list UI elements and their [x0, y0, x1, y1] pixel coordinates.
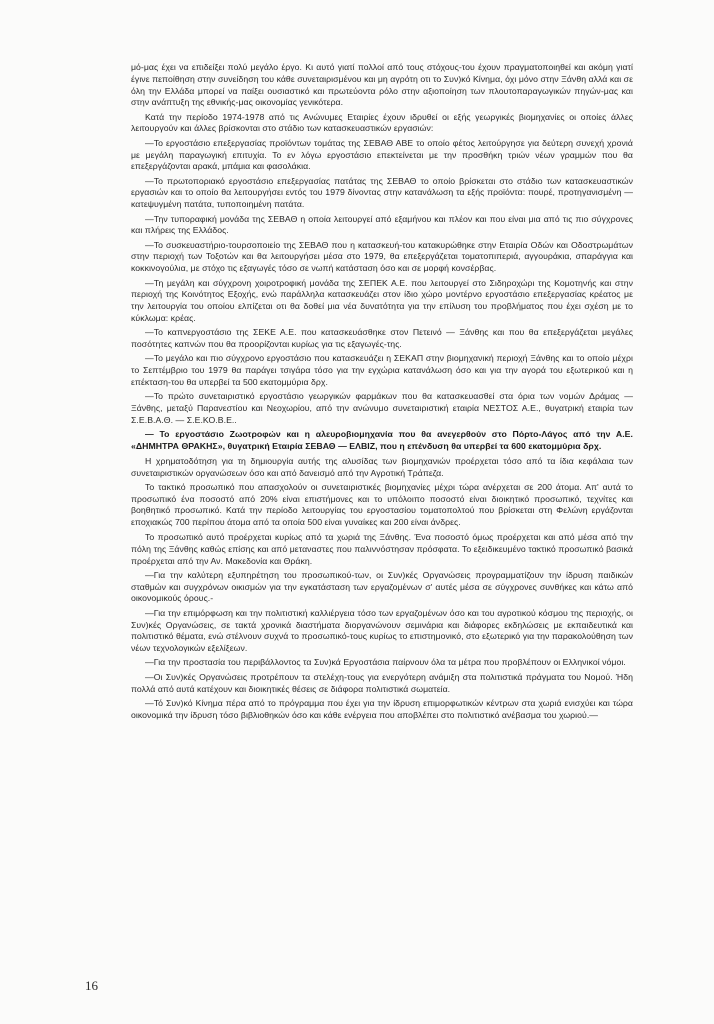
paragraph-15: —Για την καλύτερη εξυπηρέτηση του προσωπικού-των, οι Συν)κές Οργανώσεις προγραμματίζουν την ίδρυση παιδικών σταθμών και συγχρόνων οικισμών για την εγκατάσταση των εργαζομένων σ' αυτές μέσα σε σύγχρονες συνθήκες και κάτω από οικονομικούς όρους.-	[131, 569, 633, 604]
paragraph-7: —Τη μεγάλη και σύγχρονη χοιροτροφική μονάδα της ΣΕΠΕΚ Α.Ε. που λειτουργεί στο Σιδηροχώρι της Κομοτηνής και στην περιοχή της Κοινότητος Εξοχής, ενώ παράλληλα κατασκευάζει στον ίδιο χώρο μοντέρνο εργοστάσιο επεξεργασίας κρέατος με την λειτουργία του οποίου ελπίζεται οτι θα δοθεί μια νέα δυνατότητα για την επίλυση του προβλήματος που έχει σχέση με το κύκλωμα: κρέας.	[131, 277, 633, 323]
paragraph-14: Το προσωπικό αυτό προέρχεται κυρίως από τα χωριά της Ξάνθης. Ένα ποσοστό όμως προέρχεται και από μέσα από την πόλη της Ξάνθης καθώς επίσης και από μεταναστες που παλιννόστησαν πρόσφατα. Το εξειδικευμένο τακτικό προσωπικό βασικά προέρχεται από την Αν. Μακεδονία και Θράκη.	[131, 531, 633, 566]
paragraph-11: — Το εργοστάσιο Ζωοτροφών και η αλευροβιομηχανία που θα ανεγερθούν στο Πόρτο-Λάγος από την Α.Ε. «ΔΗΜΗΤΡΑ ΘΡΑΚΗΣ», θυγατρική Εταιρία ΣΕΒΑΘ — ΕΛΒΙΖ, που η επένδυση θα υπερβεί τα 600 εκατομμύρια δρχ.	[131, 429, 633, 451]
paragraph-18: —Οι Συν)κές Οργανώσεις προτρέπουν τα στελέχη-τους για ενεργότερη ανάμιξη στα πολιτιστικά πράγματα του Νομού. Ήδη πολλά από αυτά κατέχουν και διοικητικές θέσεις σε διάφορα πολιτιστικά σωματεία.	[131, 671, 633, 694]
paragraph-2: Κατά την περίοδο 1974-1978 από τις Ανώνυμες Εταιρίες έχουν ιδρυθεί οι εξής γεωργικές βιομηχανίες οι οποίες άλλες λειτουργούν και άλλες βρίσκονται στο στάδιο των κατασκευαστικών εργασιών:	[131, 111, 633, 134]
document-body	[131, 62, 633, 724]
paragraph-5: —Την τυποραφική μονάδα της ΣΕΒΑΘ η οποία λειτουργεί από εξαμήνου και πλέον και που είναι μια από τις πιο σύγχρονες και πλήρεις της Ελλάδος.	[131, 213, 633, 236]
paragraph-12: Η χρηματοδότηση για τη δημιουργία αυτής της αλυσίδας των βιομηχανιών προέρχεται τόσο από τα ίδια κεφάλαια των συνεταιριστικών οργανώσεων όσο και από δανεισμό από την Αγροτική Τράπεζα.	[131, 455, 633, 478]
paragraph-3: —Το εργοστάσιο επεξεργασίας προϊόντων τομάτας της ΣΕΒΑΘ ΑΒΕ το οποίο φέτος λειτούργησε για δεύτερη συνεχή χρονιά με μεγάλη παραγωγική επιτυχία. Το εν λόγω εργοστάσιο επεκτείνεται με την προσθήκη τριών νέων γραμμών που θα επεξεργάζονται αρακά, μπάμια και φασολάκια.	[131, 137, 633, 172]
paragraph-6: —Το συσκευαστήριο-τουρσοποιείο της ΣΕΒΑΘ που η κατασκευή-του κατακυρώθηκε στην Εταιρία Οδών και Οδοστρωμάτων στην περιοχή των Τοξοτών και θα λειτουργήσει μέσα στο 1979, θα επεξεργάζεται τοματοπιπεριά, αγγουράκια, σπαράγγια και κοκκινογούλια, με στόχο τις εξαγωγές τόσο σε νωπή κατάσταση όσο και σε μορφή κονσέρβας.	[131, 239, 633, 274]
paragraph-16: —Για την επιμόρφωση και την πολιτιστική καλλιέργεια τόσο των εργαζομένων όσο και του αγροτικού κόσμου της περιοχής, οι Συν)κές Οργανώσεις, σε τακτά χρονικά διαστήματα διοργανώνουν σεμινάρια και διάφορες εκδηλώσεις με εκπαιδευτικά και πολιτιστικό θέματα, ενώ στέλνουν συχνά το προσωπικό-τους κυρίως το επιστημονικό, στο εξωτερικό για την παρακολούθηση των νέων τεχνολογικών εξελίξεων.	[131, 607, 633, 654]
paragraph-13: Το τακτικό προσωπικό που απασχολούν οι συνεταιριστικές βιομηχανίες μέχρι τώρα ανέρχεται σε 200 άτομα. Απ' αυτά το προσωπικό ένα ποσοστό από 20% είναι επιστήμονες και το υπόλοιπο ποσοστό είναι διοικητικό προσωπικό, τεχνίτες και βοηθητικό προσωπικό. Κατά την περίοδο λειτουργίας του εργοστασίου τοματοπολτού που βρίσκεται στη Φελώνη εργάζονται εποχιακώς 700 περίπου άτομα από τα οποία 500 είναι γυναίκες και 200 είναι άνδρες.	[131, 481, 633, 528]
paragraph-17: —Για την προστασία του περιβάλλοντος τα Συν)κά Εργοστάσια παίρνουν όλα τα μέτρα που προβλέπουν οι Ελληνικοί νόμοι.	[145, 657, 626, 668]
paragraph-19: —Τό Συν)κό Κίνημα πέρα από το πρόγραμμα που έχει για την ίδρυση επιμορφωτικών κέντρων στα χωριά ενισχύει και τώρα οικονομικά την ίδρυση τόσο βιβλιοθηκών όσο και κάθε ενέργεια που αποβλέπει στο πολιτιστικό ανέβασμα του χωριού.—	[131, 697, 633, 720]
paragraph-1: μό-μας έχει να επιδείξει πολύ μεγάλο έργο. Κι αυτό γιατί πολλοί από τους στόχους-του έχουν πραγματοποιηθεί και ακόμη γιατί έγινε πεποίθηση στην συνείδηση του κάθε συνεταιρισμένου και μη αγρότη οτι το Συν)κό Κίνημα, όχι μόνο στην Ξάνθη αλλά και σε όλη την Ελλάδα μπορεί να παίξει ουσιαστικό και πρωτεύοντα ρόλο στην αξιοποίηση των πλουτοπαραγωγικών πηγών-μας και στην ανάπτυξη της εθνικής-μας οικονομίας γενικότερα.	[131, 62, 633, 108]
paragraph-9: —Το μεγάλο και πιο σύγχρονο εργοστάσιο που κατασκευάζει η ΣΕΚΑΠ στην βιομηχανική περιοχή Ξάνθης και το οποίο μέχρι το Σεπτέμβριο του 1979 θα παράγει τσιγάρα τόσο για την εγχώρια κατανάλωση όσο και για την αγορά του εξωτερικού και η επέκταση-του θα υπερβεί τα 500 εκατομμύρια δρχ.	[131, 353, 633, 387]
paragraph-8: —Το καπνεργοστάσιο της ΣΕΚΕ Α.Ε. που κατασκευάσθηκε στον Πετεινό — Ξάνθης και που θα επεξεργάζεται μεγάλες ποσότητες καπνών που θα προορίζονται κυρίως για τις εξαγωγές-της.	[131, 327, 633, 350]
page-number: 16	[85, 978, 98, 993]
paragraph-10: —Το πρώτο συνεταιριστικό εργοστάσιο γεωργικών φαρμάκων που θα κατασκευασθεί στα όρια των νομών Δράμας — Ξάνθης, μεταξύ Παρανεστίου και Νεοχωρίου, από την ανώνυμο συνεταιριστική εταιρία ΝΕΣΤΟΣ Α.Ε., θυγατρική εταιρία των Σ.Ε.Β.Α.Θ. — Σ.Ε.ΚΟ.Β.Ε..	[131, 391, 633, 425]
paragraph-4: —Το πρωτοποριακό εργοστάσιο επεξεργασίας πατάτας της ΣΕΒΑΘ το οποίο βρίσκεται στο στάδιο των κατασκευαστικών εργασιών και το οποίο θα λειτουργήσει εντός του 1979 δίνοντας στην κατανάλωση τα εξής προϊόντα: πουρέ, προτηγανισμένη — κατεψυγμένη πατάτα, τυποποιημένη πατάτα.	[131, 175, 633, 210]
